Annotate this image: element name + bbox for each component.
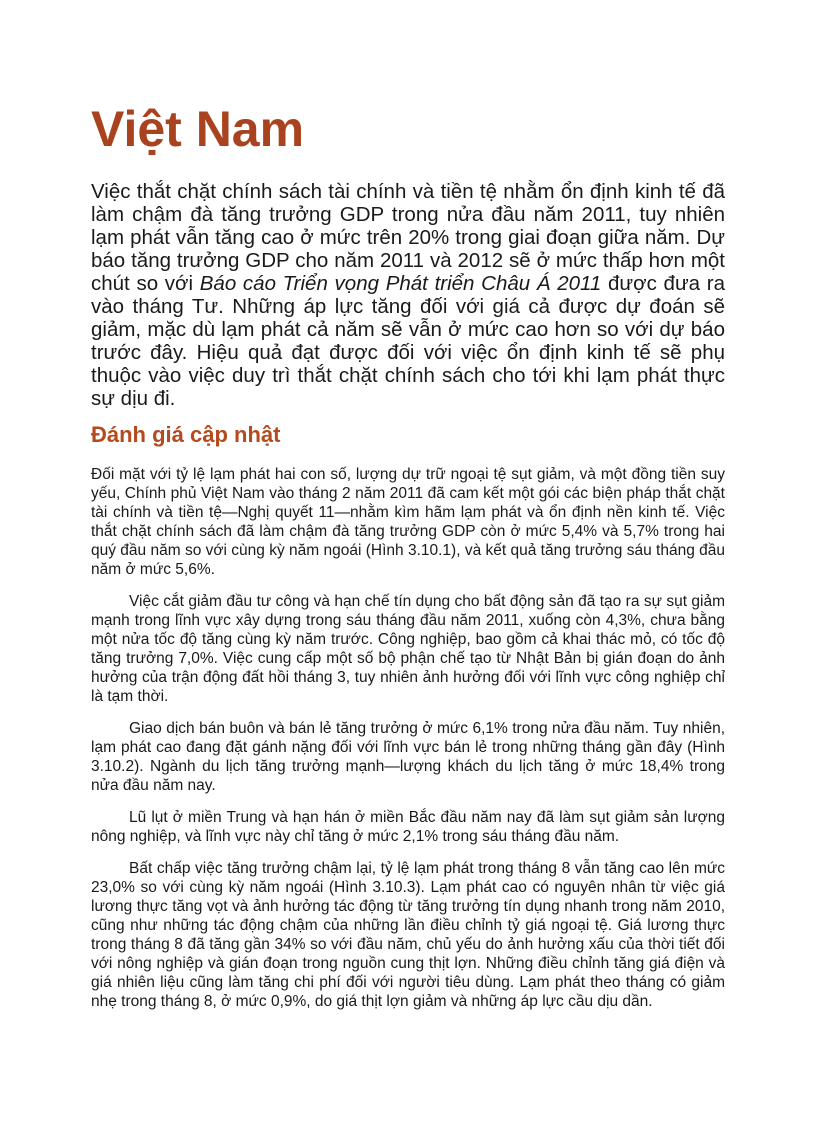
body-paragraph-1: Đối mặt với tỷ lệ lạm phát hai con số, lượng dự trữ ngoại tệ sụt giảm, và một đồng tiền suy yếu, Chính phủ Việt Nam vào tháng 2 năm 2011 đã cam kết một gói các biện pháp thắt chặt tài chính và tiền tệ—Nghị quyết 11—nhằm kìm hãm lạm phát và ổn định nền kinh tế. Việc thắt chặt chính sách đã làm chậm đà tăng trưởng GDP còn ở mức 5,4% và 5,7% trong hai quý đầu năm so với cùng kỳ năm ngoái (Hình 3.10.1), và kết quả tăng trưởng sáu tháng đầu năm ở mức 5,6%. bbox=[91, 466, 725, 578]
body-paragraph-2: Việc cắt giảm đầu tư công và hạn chế tín dụng cho bất động sản đã tạo ra sự sụt giảm mạnh trong lĩnh vực xây dựng trong sáu tháng đầu năm 2011, xuống còn 4,3%, chưa bằng một nửa tốc độ tăng cùng kỳ năm trước. Công nghiệp, bao gồm cả khai thác mỏ, có tốc độ tăng trưởng 7,0%. Việc cung cấp một số bộ phận chế tạo từ Nhật Bản bị gián đoạn do ảnh hưởng của trận động đất hồi tháng 3, tuy nhiên ảnh hưởng đối với lĩnh vực công nghiệp chỉ là tạm thời. bbox=[91, 593, 725, 705]
lead-text-after-italic: được đưa ra vào tháng Tư. Những áp lực tăng đối với giá cả được dự đoán sẽ giảm, mặc dù lạm phát cả năm sẽ vẫn ở mức cao hơn so với dự báo trước đây. Hiệu quả đạt được đối với việc ổn định kinh tế sẽ phụ thuộc vào việc duy trì thắt chặt chính sách cho tới khi lạm phát thực sự dịu đi. bbox=[91, 272, 725, 410]
lead-paragraph bbox=[91, 180, 725, 410]
body-paragraph-4: Lũ lụt ở miền Trung và hạn hán ở miền Bắc đầu năm nay đã làm sụt giảm sản lượng nông nghiệp, và lĩnh vực này chỉ tăng ở mức 2,1% trong sáu tháng đầu năm. bbox=[91, 809, 725, 845]
section-heading: Đánh giá cập nhật bbox=[91, 422, 281, 447]
document-content bbox=[91, 0, 725, 1011]
lead-text-before-italic: Việc thắt chặt chính sách tài chính và tiền tệ nhằm ổn định kinh tế đã làm chậm đà tăng trưởng GDP trong nửa đầu năm 2011, tuy nhiên lạm phát vẫn tăng cao ở mức trên 20% trong giai đoạn giữa năm. Dự báo tăng trưởng GDP cho năm 2011 và 2012 sẽ ở mức thấp hơn một chút so với bbox=[91, 180, 725, 295]
lead-italic-report-title: Báo cáo Triển vọng Phát triển Châu Á 2011 bbox=[199, 272, 602, 295]
body-paragraph-5: Bất chấp việc tăng trưởng chậm lại, tỷ lệ lạm phát trong tháng 8 vẫn tăng cao lên mức 23,0% so với cùng kỳ năm ngoái (Hình 3.10.3). Lạm phát cao có nguyên nhân từ việc giá lương thực tăng vọt và ảnh hưởng tác động từ tăng trưởng tín dụng nhanh trong năm 2010, cũng như những tác động chậm của những lần điều chỉnh tỷ giá ngoại tệ. Giá lương thực trong tháng 8 đã tăng gần 34% so với đầu năm, chủ yếu do ảnh hưởng xấu của thời tiết đối với nông nghiệp và gián đoạn trong nguồn cung thịt lợn. Những điều chỉnh tăng giá điện và giá nhiên liệu cũng làm tăng chi phí đối với người tiêu dùng. Lạm phát theo tháng có giảm nhẹ trong tháng 8, ở mức 0,9%, do giá thịt lợn giảm và những áp lực cầu dịu dần. bbox=[91, 860, 725, 1010]
body-paragraph-3: Giao dịch bán buôn và bán lẻ tăng trưởng ở mức 6,1% trong nửa đầu năm. Tuy nhiên, lạm phát cao đang đặt gánh nặng đối với lĩnh vực bán lẻ trong những tháng gần đây (Hình 3.10.2). Ngành du lịch tăng trưởng mạnh—lượng khách du lịch tăng ở mức 18,4% trong nửa đầu năm nay. bbox=[91, 720, 725, 794]
page-title: Việt Nam bbox=[91, 101, 305, 157]
